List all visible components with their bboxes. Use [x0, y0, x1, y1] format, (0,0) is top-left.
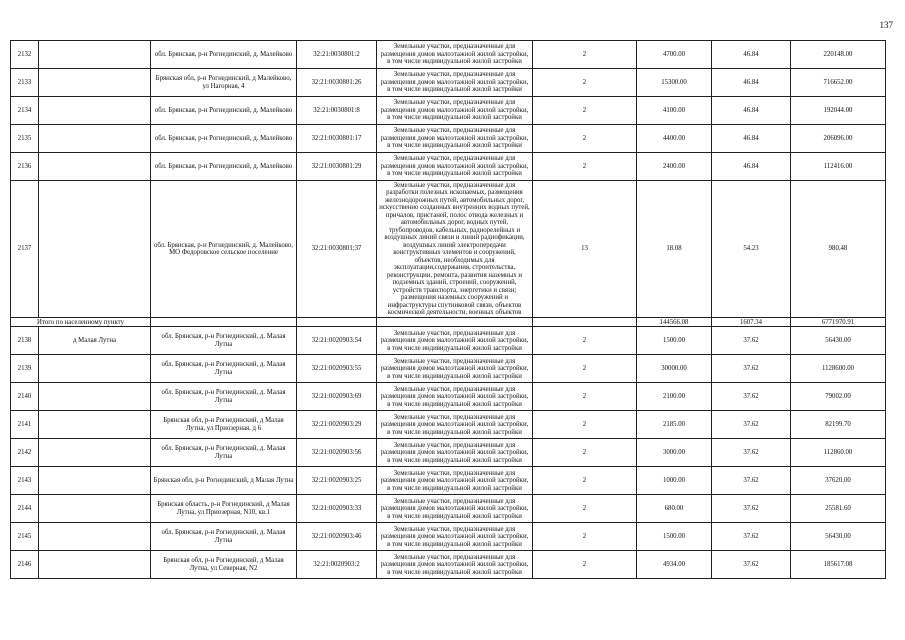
locality-cell	[39, 523, 151, 551]
value-cell: 25581.60	[791, 495, 886, 523]
price-cell: 37.62	[712, 355, 791, 383]
price-cell: 46.84	[712, 97, 791, 125]
cadastral-number: 32:21:0030801:26	[297, 69, 377, 97]
land-use-cell: Земельные участки, предназначенные для размещения домов малоэтажной жилой застройки, в том числе индивидуальной жилой застройки	[377, 97, 533, 125]
price-cell: 37.62	[712, 439, 791, 467]
locality-name: д Малая Лутна	[39, 327, 151, 355]
group-cell: 2	[533, 97, 637, 125]
cadastral-number: 32:21:0030801:37	[297, 181, 377, 318]
address-cell: обл. Брянская, р-н Рогнединский, д. Малая Лутна	[151, 383, 297, 411]
address-cell: обл. Брянская, р-н Рогнединский, д. Малейково	[151, 97, 297, 125]
price-cell: 37.62	[712, 551, 791, 579]
row-number: 2144	[11, 495, 39, 523]
address-cell: обл. Брянская, р-н Рогнединский, д. Малая Лутна	[151, 523, 297, 551]
locality-cell	[39, 383, 151, 411]
price-cell: 37.62	[712, 327, 791, 355]
total-label: Итого по населенному пункту	[11, 318, 151, 327]
total-empty	[151, 318, 297, 327]
address-cell: обл. Брянская, р-н Рогнединский, д. Малейково	[151, 41, 297, 69]
locality-cell	[39, 439, 151, 467]
row-number: 2140	[11, 383, 39, 411]
locality-cell	[39, 153, 151, 181]
address-cell: обл. Брянская, р-н Рогнединский, д. Малейково, МО Федоровское сельское поселение	[151, 181, 297, 318]
total-row	[11, 318, 886, 327]
address-cell: Брянская обл, р-н Рогнединский, д Малейково, ул Нагорная, 4	[151, 69, 297, 97]
locality-cell	[39, 97, 151, 125]
price-cell: 46.84	[712, 153, 791, 181]
price-cell: 37.62	[712, 495, 791, 523]
area-cell: 18.08	[637, 181, 712, 318]
land-use-cell: Земельные участки, предназначенные для размещения домов малоэтажной жилой застройки, в том числе индивидуальной жилой застройки	[377, 383, 533, 411]
area-cell: 4100.00	[637, 97, 712, 125]
group-cell: 2	[533, 495, 637, 523]
locality-cell	[39, 467, 151, 495]
price-cell: 46.84	[712, 41, 791, 69]
row-number: 2146	[11, 551, 39, 579]
address-cell: Брянская обл, р-н Рогнединский, д Малая Лутна, ул Приозерная, д 6	[151, 411, 297, 439]
row-number: 2143	[11, 467, 39, 495]
area-cell: 2400.00	[637, 153, 712, 181]
group-cell: 2	[533, 153, 637, 181]
total-empty	[377, 318, 533, 327]
address-cell: обл. Брянская, р-н Рогнединский, д. Малейково	[151, 153, 297, 181]
row-number: 2142	[11, 439, 39, 467]
group-cell: 2	[533, 411, 637, 439]
land-use-cell: Земельные участки, предназначенные для размещения домов малоэтажной жилой застройки, в том числе индивидуальной жилой застройки	[377, 125, 533, 153]
cadastral-number: 32:21:0020903:25	[297, 467, 377, 495]
table-row	[11, 383, 886, 411]
area-cell: 2100.00	[637, 383, 712, 411]
address-cell: обл. Брянская, р-н Рогнединский, д. Малейково	[151, 125, 297, 153]
cadastral-number: 32:21:0020903:54	[297, 327, 377, 355]
total-value: 6771970.91	[791, 318, 886, 327]
cadastral-value-table	[10, 40, 886, 579]
total-empty	[297, 318, 377, 327]
land-use-cell: Земельные участки, предназначенные для размещения домов малоэтажной жилой застройки, в том числе индивидуальной жилой застройки	[377, 495, 533, 523]
cadastral-number: 32:21:0020903:69	[297, 383, 377, 411]
area-cell: 4934.00	[637, 551, 712, 579]
area-cell: 680.00	[637, 495, 712, 523]
locality-cell	[39, 355, 151, 383]
group-cell: 2	[533, 551, 637, 579]
table-row	[11, 495, 886, 523]
table-row	[11, 153, 886, 181]
value-cell: 56430.00	[791, 523, 886, 551]
cadastral-number: 32:21:0030801:8	[297, 97, 377, 125]
value-cell: 79002.00	[791, 383, 886, 411]
cadastral-number: 32:21:0020903:46	[297, 523, 377, 551]
land-use-cell: Земельные участки, предназначенные для размещения домов малоэтажной жилой застройки, в том числе индивидуальной жилой застройки	[377, 153, 533, 181]
row-number: 2137	[11, 181, 39, 318]
table-row	[11, 523, 886, 551]
locality-cell	[39, 495, 151, 523]
total-area: 144566.08	[637, 318, 712, 327]
table-row	[11, 355, 886, 383]
area-cell: 3000.00	[637, 439, 712, 467]
land-use-cell: Земельные участки, предназначенные для размещения домов малоэтажной жилой застройки, в том числе индивидуальной жилой застройки	[377, 41, 533, 69]
row-number: 2133	[11, 69, 39, 97]
value-cell: 56430.00	[791, 327, 886, 355]
cadastral-number: 32:21:0030801:17	[297, 125, 377, 153]
table-row	[11, 97, 886, 125]
value-cell: 716652.00	[791, 69, 886, 97]
land-use-cell: Земельные участки, предназначенные для размещения домов малоэтажной жилой застройки, в том числе индивидуальной жилой застройки	[377, 411, 533, 439]
group-cell: 2	[533, 523, 637, 551]
table-row	[11, 181, 886, 318]
cadastral-number: 32:21:0020903:2	[297, 551, 377, 579]
group-cell: 13	[533, 181, 637, 318]
group-cell: 2	[533, 69, 637, 97]
land-use-cell: Земельные участки, предназначенные для размещения домов малоэтажной жилой застройки, в том числе индивидуальной жилой застройки	[377, 69, 533, 97]
group-cell: 2	[533, 125, 637, 153]
price-cell: 54.23	[712, 181, 791, 318]
land-use-cell: Земельные участки, предназначенные для размещения домов малоэтажной жилой застройки, в том числе индивидуальной жилой застройки	[377, 327, 533, 355]
group-cell: 2	[533, 439, 637, 467]
total-empty	[533, 318, 637, 327]
row-number: 2134	[11, 97, 39, 125]
land-use-cell: Земельные участки, предназначенные для размещения домов малоэтажной жилой застройки, в том числе индивидуальной жилой застройки	[377, 523, 533, 551]
price-cell: 46.84	[712, 125, 791, 153]
cadastral-number: 32:21:0020903:33	[297, 495, 377, 523]
table-row	[11, 69, 886, 97]
value-cell: 206096.00	[791, 125, 886, 153]
group-cell: 2	[533, 355, 637, 383]
address-cell: Брянская обл, р-н Рогнединский, д Малая Лутна	[151, 467, 297, 495]
address-cell: Брянская обл, р-н Рогнединский, д Малая Лутна, ул Северная, N2	[151, 551, 297, 579]
address-cell: обл. Брянская, р-н Рогнединский, д. Малая Лутна	[151, 327, 297, 355]
value-cell: 82199.70	[791, 411, 886, 439]
area-cell: 15300.00	[637, 69, 712, 97]
address-cell: Брянская область, р-н Рогнединский, д Малая Лутна, ул Приозерная, N10, кв.1	[151, 495, 297, 523]
page-number: 137	[879, 20, 893, 30]
table-row	[11, 411, 886, 439]
row-number: 2136	[11, 153, 39, 181]
price-cell: 37.62	[712, 411, 791, 439]
table-row	[11, 41, 886, 69]
table-row	[11, 439, 886, 467]
table-row	[11, 327, 886, 355]
price-cell: 37.62	[712, 523, 791, 551]
locality-cell	[39, 69, 151, 97]
table-row	[11, 467, 886, 495]
value-cell: 112860.00	[791, 439, 886, 467]
cadastral-number: 32:21:0020903:29	[297, 411, 377, 439]
locality-cell	[39, 181, 151, 318]
locality-cell	[39, 125, 151, 153]
land-use-cell: Земельные участки, предназначенные для размещения домов малоэтажной жилой застройки, в том числе индивидуальной жилой застройки	[377, 355, 533, 383]
group-cell: 2	[533, 327, 637, 355]
cadastral-number: 32:21:0020903:55	[297, 355, 377, 383]
group-cell: 2	[533, 41, 637, 69]
group-cell: 2	[533, 467, 637, 495]
land-use-cell: Земельные участки, предназначенные для размещения домов малоэтажной жилой застройки, в том числе индивидуальной жилой застройки	[377, 551, 533, 579]
land-use-cell: Земельные участки, предназначенные для размещения домов малоэтажной жилой застройки, в том числе индивидуальной жилой застройки	[377, 439, 533, 467]
table-body	[11, 41, 886, 579]
address-cell: обл. Брянская, р-н Рогнединский, д. Малая Лутна	[151, 355, 297, 383]
total-price: 1607.34	[712, 318, 791, 327]
row-number: 2141	[11, 411, 39, 439]
cadastral-number: 32:21:0030801:29	[297, 153, 377, 181]
locality-cell	[39, 41, 151, 69]
value-cell: 1128600.00	[791, 355, 886, 383]
cadastral-number: 32:21:0030801:2	[297, 41, 377, 69]
address-cell: обл. Брянская, р-н Рогнединский, д. Малая Лутна	[151, 439, 297, 467]
row-number: 2135	[11, 125, 39, 153]
area-cell: 30000.00	[637, 355, 712, 383]
table-row	[11, 551, 886, 579]
value-cell: 37620.00	[791, 467, 886, 495]
price-cell: 46.84	[712, 69, 791, 97]
land-use-cell: Земельные участки, предназначенные для разработки полезных ископаемых, размещения железнодорожных путей, автомобильных дорог, искусственно созданных внутренних водных путей, причалов, пристаней, полос отвода железных и автомобильных дорог, водных путей, трубопроводов, кабельных, радиорелейных и воздушных линий связи и линий радиофикации, воздушных линий электропередачи конструктивных элементов и сооружений, объектов, необходимых для эксплуатации,содержания, строительства, реконструкции, ремонта, развития наземных и подземных зданий, строений, сооружений, устройств транспорта, энергетики и связи; размещения наземных сооружений и инфраструктуры спутниковой связи, объектов космической деятельности, военных объектов	[377, 181, 533, 318]
value-cell: 192044.00	[791, 97, 886, 125]
value-cell: 112416.00	[791, 153, 886, 181]
area-cell: 1500.00	[637, 523, 712, 551]
row-number: 2138	[11, 327, 39, 355]
area-cell: 4700.00	[637, 41, 712, 69]
area-cell: 2185.00	[637, 411, 712, 439]
area-cell: 1500.00	[637, 327, 712, 355]
locality-cell	[39, 551, 151, 579]
area-cell: 1000.00	[637, 467, 712, 495]
price-cell: 37.62	[712, 383, 791, 411]
cadastral-number: 32:21:0020903:56	[297, 439, 377, 467]
locality-cell	[39, 411, 151, 439]
value-cell: 185617.08	[791, 551, 886, 579]
land-use-cell: Земельные участки, предназначенные для размещения домов малоэтажной жилой застройки, в том числе индивидуальной жилой застройки	[377, 467, 533, 495]
row-number: 2139	[11, 355, 39, 383]
group-cell: 2	[533, 383, 637, 411]
area-cell: 4400.00	[637, 125, 712, 153]
price-cell: 37.62	[712, 467, 791, 495]
row-number: 2132	[11, 41, 39, 69]
value-cell: 980.48	[791, 181, 886, 318]
value-cell: 220148.00	[791, 41, 886, 69]
row-number: 2145	[11, 523, 39, 551]
table-row	[11, 125, 886, 153]
